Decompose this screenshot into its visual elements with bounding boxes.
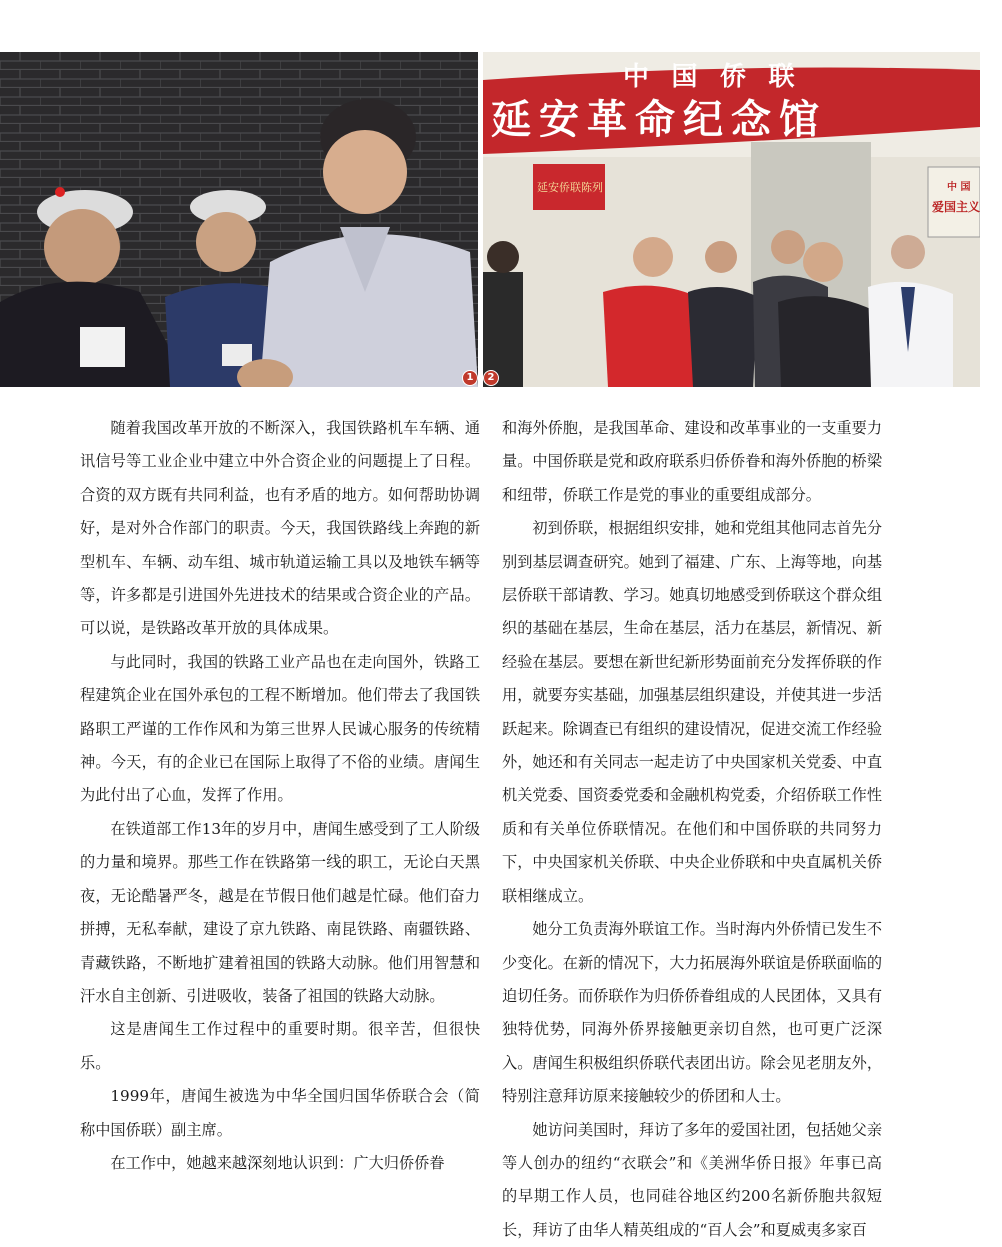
- banner-top-text: 中 国 侨 联: [623, 62, 803, 91]
- photo-number-badge-1: 1: [462, 370, 478, 386]
- article-paragraph: 1999年，唐闻生被选为中华全国归国华侨联合会（简称中国侨联）副主席。: [80, 1087, 480, 1139]
- article-paragraph: 在工作中，她越来越深刻地认识到：广大归侨侨眷: [110, 1153, 445, 1172]
- article-paragraph-continuation: 和海外侨胞，是我国革命、建设和改革事业的一支重要力量。中国侨联是党和政府联系归侨侨眷和海外侨胞的桥梁和纽带，侨联工作是党的事业的重要组成部分。: [502, 419, 882, 504]
- article-paragraph: 她分工负责海外联谊工作。当时海内外侨情已发生不少变化。在新的情况下，大力拓展海外联谊是侨联面临的迫切任务。而侨联作为归侨侨眷组成的人民团体，又具有独特优势，同海外侨界接触更亲切自然，也可更广泛深入。唐闻生积极组织侨联代表团出访。除会见老朋友外，特别注意拜访原来接触较少的侨团和人士。: [502, 920, 882, 1106]
- photo-number-badge-2: 2: [483, 370, 499, 386]
- photo-elderly-women-handshake: [0, 52, 478, 387]
- photo-yanan-museum-ceremony: [483, 52, 980, 387]
- article-paragraph: 随着我国改革开放的不断深入，我国铁路机车车辆、通讯信号等工业企业中建立中外合资企业的问题提上了日程。合资的双方既有共同利益，也有矛盾的地方。如何帮助协调好，是对外合作部门的职责。今天，我国铁路线上奔跑的新型机车、车辆、动车组、城市轨道运输工具以及地铁车辆等等，许多都是引进国外先进技术的结果或合资企业的产品。可以说，是铁路改革开放的具体成果。: [80, 419, 480, 638]
- side-sign-bottom-text: 爱国主义: [932, 200, 980, 214]
- article-paragraph: 她访问美国时，拜访了多年的爱国社团，包括她父亲等人创办的纽约“衣联会”和《美洲华侨日报》年事已高的早期工作人员，也同硅谷地区约200名新侨胞共叙短长，拜访了由华人精英组成的“百人会”和夏威夷多家百: [502, 1120, 882, 1239]
- article-paragraph: 在铁道部工作13年的岁月中，唐闻生感受到了工人阶级的力量和境界。那些工作在铁路第一线的职工，无论白天黑夜，无论酷暑严冬，越是在节假日他们越是忙碌。他们奋力拼搏，无私奉献，建设了京九铁路、南昆铁路、南疆铁路、青藏铁路，不断地扩建着祖国的铁路大动脉。他们用智慧和汗水自主创新、引进吸收，装备了祖国的铁路大动脉。: [80, 819, 480, 1005]
- article-paragraph: 与此同时，我国的铁路工业产品也在走向国外，铁路工程建筑企业在国外承包的工程不断增加。他们带去了我国铁路职工严谨的工作作风和为第三世界人民诚心服务的传统精神。今天，有的企业已在国际上取得了不俗的业绩。唐闻生为此付出了心血，发挥了作用。: [80, 652, 480, 805]
- article-left-column: [80, 412, 480, 1180]
- article-paragraph: 初到侨联，根据组织安排，她和党组其他同志首先分别到基层调查研究。她到了福建、广东、上海等地，向基层侨联干部请教、学习。她真切地感受到侨联这个群众组织的基础在基层，生命在基层，活力在基层，新情况、新经验在基层。要想在新世纪新形势面前充分发挥侨联的作用，就要夯实基础，加强基层组织建设，并使其进一步活跃起来。除调查已有组织的建设情况，促进交流工作经验外，她还和有关同志一起走访了中央国家机关党委、中直机关党委、国资委党委和金融机构党委，介绍侨联工作性质和有关单位侨联情况。在他们和中国侨联的共同努力下，中央国家机关侨联、中央企业侨联和中央直属机关侨联相继成立。: [502, 519, 882, 905]
- banner-main-text: 延安革命纪念馆: [491, 96, 827, 143]
- article-right-column: [502, 412, 882, 1247]
- museum-plaque-text: 延安侨联陈列: [537, 181, 603, 194]
- side-sign-top-text: 中 国: [947, 182, 971, 193]
- photo1-image: [0, 52, 478, 387]
- article-paragraph: 这是唐闻生工作过程中的重要时期。很辛苦，但很快乐。: [80, 1020, 480, 1072]
